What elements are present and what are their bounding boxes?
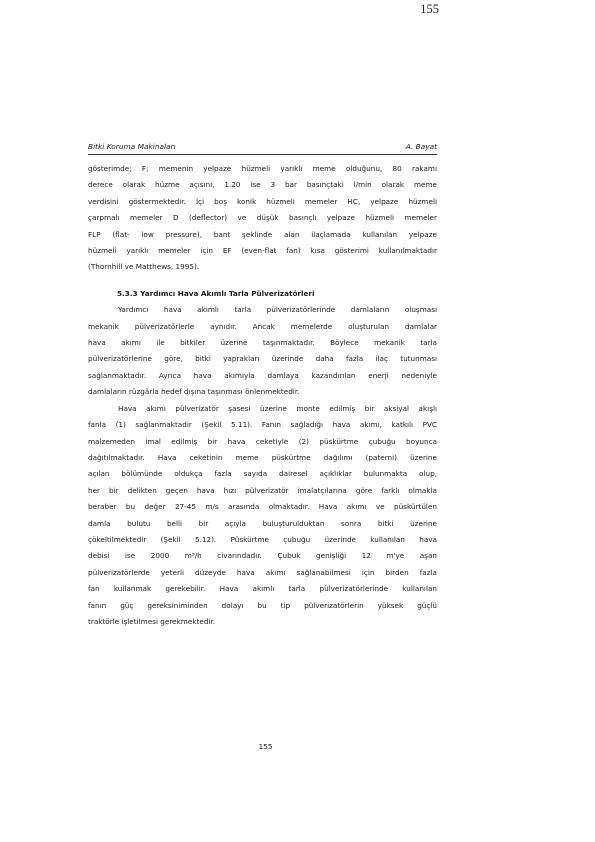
text-line: her bir delikten geçen hava hızı pülverizatör imalatçılarına göre farklı olmakla bbox=[88, 485, 437, 495]
text-line: çökeltilmektedir (Şekil 5.12). Püskürtme çubuğu üzerinde kullanılan hava bbox=[88, 534, 437, 544]
paragraph-3 bbox=[88, 401, 437, 631]
bottom-page-number bbox=[0, 742, 595, 751]
running-header bbox=[88, 142, 437, 155]
text-line: Yardımcı hava akımlı tarla pülverizatörlerinde damlaların oluşması bbox=[118, 305, 437, 315]
text-line: damla bulutu belli bir açıyla buluşturulduktan sonra bitki üzerine bbox=[88, 518, 437, 528]
text-line: hava akımı ile bitkiler üzerine taşınmaktadır. Böylece mekanik tarla bbox=[88, 338, 437, 348]
text-line: Hava akımı pülverizatör şasesi üzerine monte edilmiş bir aksiyal akışlı bbox=[118, 403, 437, 413]
text-line: sağlanmaktadır. Ayrıca hava akımıyla damlaya kazandırılan enerji nedeniyle bbox=[88, 370, 437, 380]
text-line: çarpmalı memeler D (deflector) ve düşük basınçlı yelpaze hüzmeli memeler bbox=[88, 213, 437, 223]
text-line: açılan bölümünde oldukça fazla sayıda dairesel açıklıklar bulunmakta olup, bbox=[88, 469, 437, 479]
text-line: malzemeden imal edilmiş bir hava ceketiyle (2) püskürtme çubuğu boyunca bbox=[88, 436, 437, 446]
text-line: FLP (flat- low pressure), bant şeklinde alan ilaçlamada kullanılan yelpaze bbox=[88, 229, 437, 239]
text-line: fanla (1) sağlanmaktadır (Şekil 5.11). Fanın sağladığı hava akımı, katkılı PVC bbox=[88, 420, 437, 430]
text-line: mekanik pülverizatörlerle aynıdır. Ancak memelerde oluşturulan damlalar bbox=[88, 321, 437, 331]
header-book-title: Bitki Koruma Makinaları bbox=[88, 142, 176, 151]
paragraph-1 bbox=[88, 161, 437, 276]
text-line: verdisini göstermektedir. İçi boş konik hüzmeli memeler HC, yelpaze hüzmeli bbox=[88, 196, 437, 206]
page-number-label: 155 bbox=[258, 742, 273, 751]
text-line: fanın güç gereksiniminden dolayı bu tip pülverizatörlerin yüksek güçlü bbox=[88, 600, 437, 610]
text-line: derece olarak hüzme açısını, 1.20 ise 3 bar basınçtaki l/min olarak meme bbox=[88, 180, 437, 190]
text-line: (Thornhill ve Matthews, 1995). bbox=[88, 262, 200, 272]
text-line: gösterimde; F; memenin yelpaze hüzmeli yarıklı meme olduğunu, 80 rakamı bbox=[88, 164, 437, 173]
text-line: traktörle işletilmesi gerekmektedir. bbox=[88, 616, 216, 626]
text-line: pülverizatörlerde yeterli düzeyde hava akımı sağlanabilmesi için birden fazla bbox=[88, 567, 437, 577]
top-page-number: 155 bbox=[420, 2, 439, 16]
header-author: A. Bayat bbox=[405, 142, 437, 151]
text-line: dağıtılmaktadır. Hava ceketinin meme püskürtme dağılımı (paterni) üzerine bbox=[88, 452, 437, 462]
text-line: hüzmeli yarıklı memeler için EF (even-flat fan) kısa gösterimi kullanılmaktadır bbox=[88, 246, 437, 256]
text-line: fan kullanmak gerekebilir. Hava akımlı tarla pülverizatörlerinde kullanılan bbox=[88, 584, 437, 594]
paragraph-2 bbox=[88, 302, 437, 400]
body-text bbox=[88, 161, 437, 630]
text-line: beraber bu değer 27-45 m/s arasında olmaktadır. Hava akımı ve püskürtülen bbox=[88, 502, 437, 512]
text-line: debisi ise 2000 m³/h civarındadır. Çubuk genişliği 12 m'ye aşan bbox=[88, 551, 437, 561]
section-heading: 5.3.3 Yardımcı Hava Akımlı Tarla Pülverizatörleri bbox=[117, 288, 315, 298]
text-line: pülverizatörlerine göre, bitki yaprakları üzerinde daha fazla ilaç tutunması bbox=[88, 354, 437, 364]
text-line: damlaların rüzgârla hedef dışına taşınması önlenmektedir. bbox=[88, 387, 300, 397]
